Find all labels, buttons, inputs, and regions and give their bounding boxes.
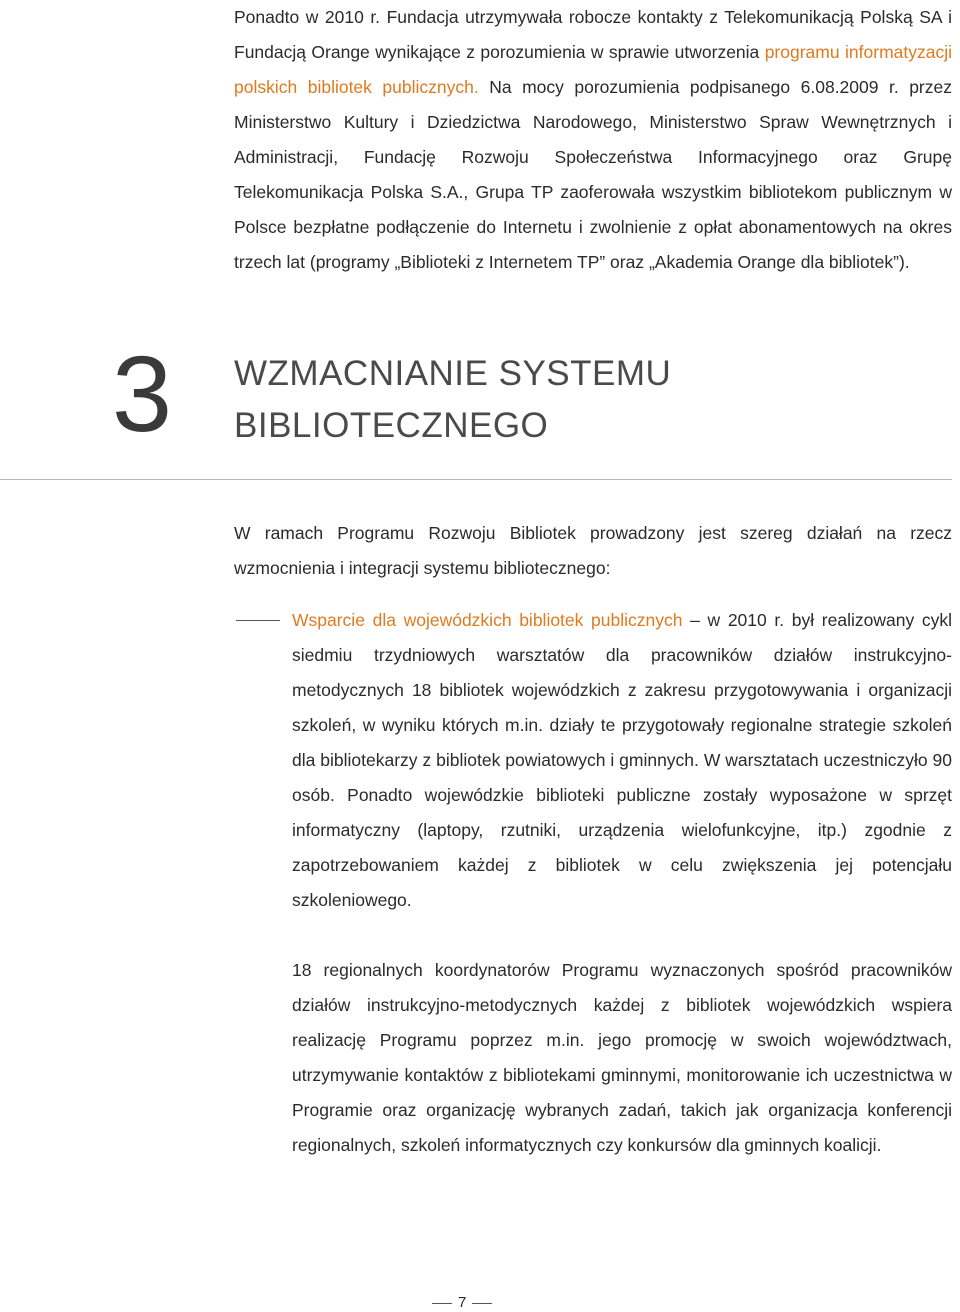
page-number-dash xyxy=(472,1303,492,1304)
page-number: 7 xyxy=(458,1294,467,1311)
section-title-line: BIBLIOTECZNEGO xyxy=(234,406,549,445)
section-title xyxy=(234,348,671,452)
program-link[interactable]: programu informatyzacji polskich bibliotek publicznych. xyxy=(234,42,952,97)
page-number-dash xyxy=(432,1303,452,1304)
intro-text-segment: Ponadto w 2010 r. Fundacja utrzymywała robocze kontakty z Telekomunikacją Polską SA i Fundacją Orange wynikające z porozumienia w sprawie utworzenia xyxy=(234,7,952,62)
section-intro: W ramach Programu Rozwoju Bibliotek prowadzony jest szereg działań na rzecz wzmocnienia i integracji systemu bibliotecznego: xyxy=(234,523,952,578)
section-title-line: WZMACNIANIE SYSTEMU xyxy=(234,354,672,393)
list-item xyxy=(292,603,952,918)
intro-paragraph xyxy=(234,0,952,280)
page-footer xyxy=(432,1294,492,1312)
list-item-highlight-link[interactable]: Wsparcie dla wojewódzkich bibliotek publicznych xyxy=(292,610,683,630)
intro-text-segment: Na mocy porozumienia podpisanego 6.08.2009 r. przez Ministerstwo Kultury i Dziedzictwa Narodowego, Ministerstwo Spraw Wewnętrznych i Administracji, Fundację Rozwoju Społeczeństwa Informacyjnego oraz Grupę Telekomunikacja Polska S.A., Grupa TP zaoferowała wszystkim bibliotekom publicznym w Polsce bezpłatne podłączenie do Internetu i zwolnienie z opłat abonamentowych na okres trzech lat (programy „Biblioteki z Internetem TP” oraz „Akademia Orange dla bibliotek”). xyxy=(234,77,952,272)
section-divider xyxy=(0,479,952,480)
list-bullet-dash xyxy=(236,620,280,621)
section-number: 3 xyxy=(112,333,173,454)
coordinators-paragraph: 18 regionalnych koordynatorów Programu wyznaczonych spośród pracowników działów instrukcyjno-metodycznych każdej z bibliotek wojewódzkich wspiera realizację Programu poprzez m.in. jego promocję w swoich województwach, utrzymywanie kontaktów z bibliotekami gminnymi, monitorowanie ich uczestnictwa w Programie oraz organizację wybranych zadań, takich jak organizacja konferencji regionalnych, szkoleń informatycznych czy konkursów dla gminnych koalicji. xyxy=(292,960,952,1155)
list-item-text: – w 2010 r. był realizowany cykl siedmiu trzydniowych warsztatów dla pracowników działów instrukcyjno-metodycznych 18 bibliotek wojewódzkich z zakresu przygotowywania i organizacji szkoleń, w wyniku których m.in. działy te przygotowały regionalne strategie szkoleń dla bibliotekarzy z bibliotek powiatowych i gminnych. W warsztatach uczestniczyło 90 osób. Ponadto wojewódzkie biblioteki publiczne zostały wyposażone w sprzęt informatyczny (laptopy, rzutniki, urządzenia wielofunkcyjne, itp.) zgodnie z zapotrzebowaniem każdej z bibliotek w celu zwiększenia jej potencjału szkoleniowego. xyxy=(292,610,952,910)
